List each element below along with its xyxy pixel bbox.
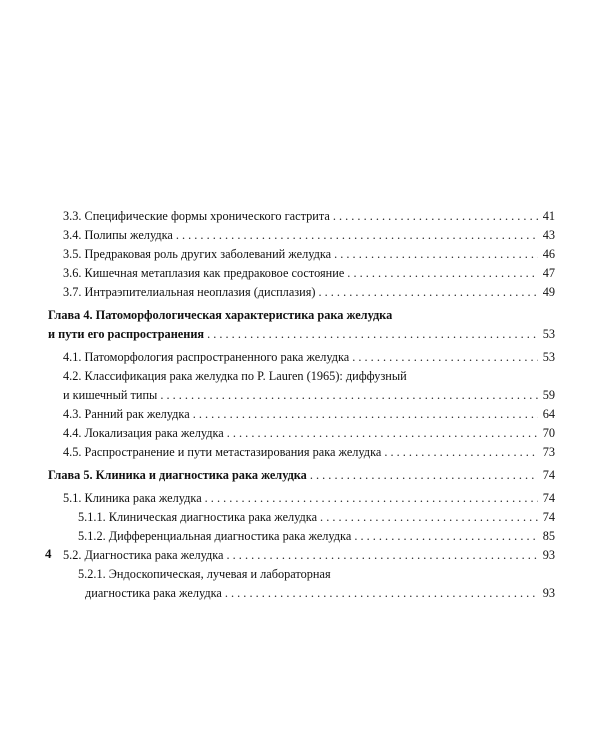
toc-entry-title: 3.6. Кишечная метаплазия как предраковое состояние [63,266,345,280]
toc-entry-page: 85 [542,529,555,543]
toc-entry-5-2-1 [48,584,555,603]
leader-dots [333,207,538,226]
toc-entry-title: 3.7. Интраэпителиальная неоплазия (дисплазия) [63,285,316,299]
toc-chapter-4-title: Глава 4. Патоморфологическая характеристика рака желудка [48,308,393,322]
toc-entry-page: 47 [542,266,555,280]
leader-dots [176,226,538,245]
toc-entry-page: 70 [542,426,555,440]
leader-dots [320,508,538,527]
toc-entry-5-2 [48,546,555,565]
toc-entry-page: 49 [542,285,555,299]
toc-entry-3-3 [48,207,555,226]
toc-entry-page: 74 [542,510,555,524]
leader-dots [205,489,538,508]
leader-dots [310,466,538,485]
leader-dots [347,264,538,283]
toc-entry-page: 41 [542,209,555,223]
toc-entry-title: 4.5. Распространение и пути метастазирования рака желудка [63,445,382,459]
toc-entry-4-2 [48,386,555,405]
leader-dots [352,348,538,367]
toc-entry-title: 3.4. Полипы желудка [63,228,173,242]
toc-chapter-4 [48,325,555,344]
toc-entry-title: 4.1. Патоморфология распространенного рака желудка [63,350,350,364]
toc-entry-title: 5.1.1. Клиническая диагностика рака желудка [78,510,318,524]
toc-entry-4-3 [48,405,555,424]
leader-dots [193,405,538,424]
toc-entry-3-4 [48,226,555,245]
toc-entry-4-4 [48,424,555,443]
toc-entry-3-6 [48,264,555,283]
leader-dots [334,245,538,264]
leader-dots [207,325,538,344]
toc-entry-5-1-1 [48,508,555,527]
leader-dots [227,424,538,443]
toc-entry-5-2-1-title: 5.2.1. Эндоскопическая, лучевая и лабораторная [78,567,331,581]
toc-entry-page: 59 [542,388,555,402]
toc-entry-5-1-2 [48,527,555,546]
leader-dots [225,584,538,603]
toc-entry-3-7 [48,283,555,302]
toc-entry-title: диагностика рака желудка [85,586,222,600]
toc-entry-page: 73 [542,445,555,459]
toc-entry-page: 93 [542,548,555,562]
toc-entry-page: 43 [542,228,555,242]
leader-dots [354,527,538,546]
leader-dots [318,283,538,302]
leader-dots [227,546,539,565]
toc-entry-title: и кишечный типы [63,388,158,402]
toc-entry-page: 93 [542,586,555,600]
toc-entry-title: 5.1.2. Дифференциальная диагностика рака желудка [78,529,352,543]
toc-entry-title: 4.3. Ранний рак желудка [63,407,190,421]
leader-dots [160,386,538,405]
toc-entry-title: 5.1. Клиника рака желудка [63,491,202,505]
toc-entry-title: Глава 5. Клиника и диагностика рака желудка [48,468,307,482]
toc-entry-title: 3.3. Специфические формы хронического гастрита [63,209,330,223]
toc-entry-title: 5.2. Диагностика рака желудка [63,548,224,562]
toc-entry-title: и пути его распространения [48,327,205,341]
toc-chapter-5 [48,466,555,485]
table-of-contents [48,207,555,603]
toc-entry-page: 64 [542,407,555,421]
toc-entry-title: 3.5. Предраковая роль других заболеваний желудка [63,247,332,261]
page-number: 4 [45,546,52,561]
toc-entry-page: 74 [542,491,555,505]
toc-entry-page: 74 [542,468,555,482]
toc-entry-5-1 [48,489,555,508]
toc-entry-3-5 [48,245,555,264]
toc-entry-4-1 [48,348,555,367]
toc-entry-title: 4.4. Локализация рака желудка [63,426,224,440]
toc-entry-4-5 [48,443,555,462]
leader-dots [384,443,538,462]
toc-entry-page: 53 [542,350,555,364]
toc-entry-page: 46 [542,247,555,261]
toc-entry-4-2-title: 4.2. Классификация рака желудка по P. Lauren (1965): диффузный [63,369,407,383]
toc-entry-page: 53 [542,327,555,341]
